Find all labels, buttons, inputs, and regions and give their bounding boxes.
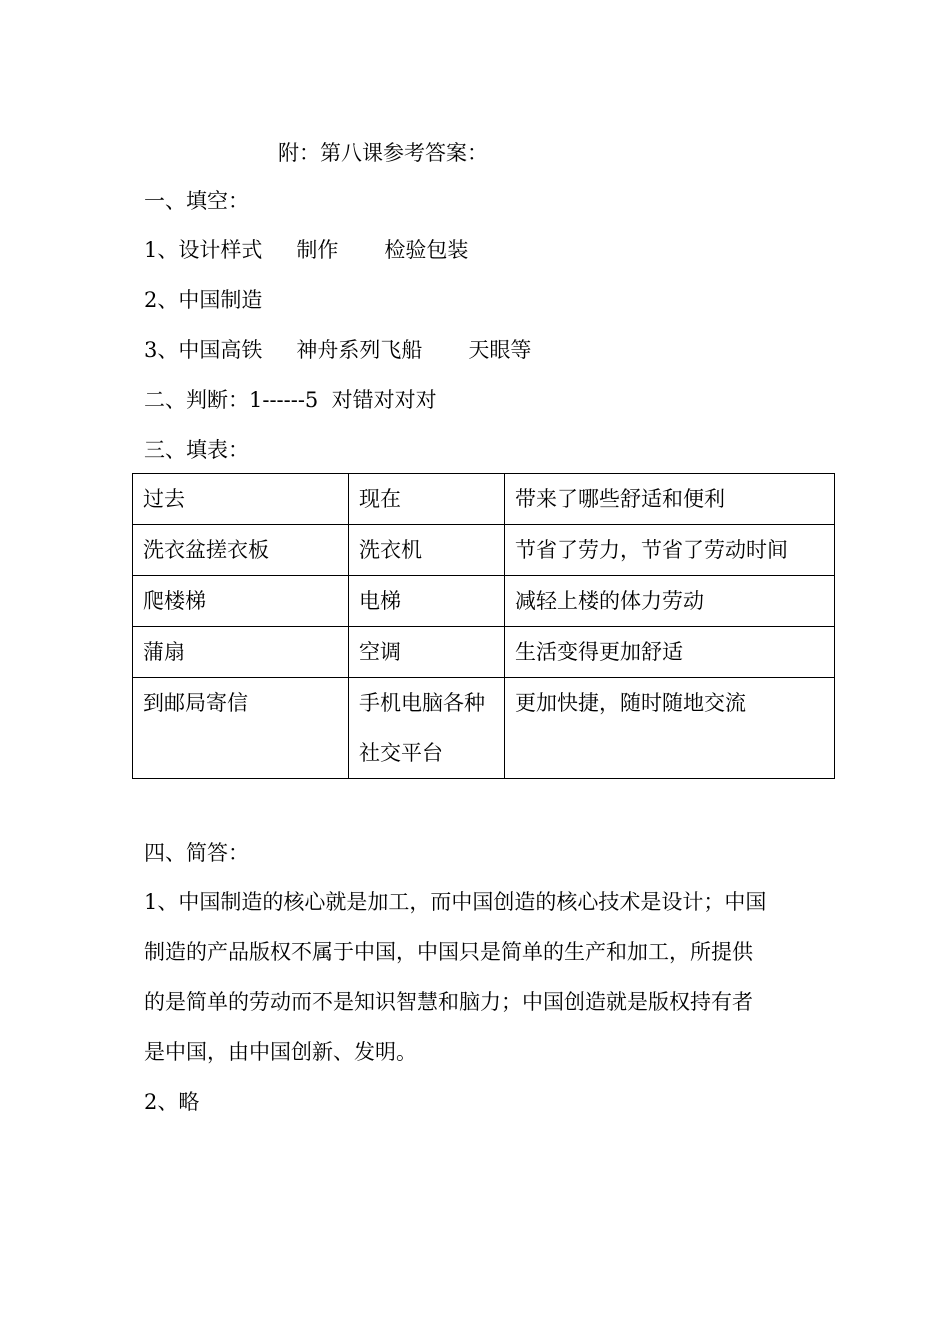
table-row: [133, 576, 835, 627]
table-row: [133, 525, 835, 576]
short-answer-2: 2、略: [144, 1090, 200, 1114]
table-cell: 生活变得更加舒适: [505, 627, 835, 678]
table-cell: 电梯: [349, 576, 505, 627]
table-cell: 蒲扇: [133, 627, 349, 678]
table-row: [133, 627, 835, 678]
table-cell: 减轻上楼的体力劳动: [505, 576, 835, 627]
table-header-row: [133, 474, 835, 525]
table-cell: 更加快捷，随时随地交流: [505, 678, 835, 779]
table-cell: 空调: [349, 627, 505, 678]
answer-part: 制作: [296, 238, 339, 262]
fill-blank-answer-1: [144, 235, 468, 265]
section-short-answer-heading: 四、简答：: [144, 841, 249, 865]
table-cell: 手机电脑各种社交平台: [349, 678, 505, 779]
answer-number: 2、: [144, 288, 179, 312]
table-header-cell: 带来了哪些舒适和便利: [505, 474, 835, 525]
fill-blank-answer-3: [144, 335, 531, 365]
page-title: 附：第八课参考答案：: [278, 141, 488, 165]
answer-part: 设计样式: [178, 238, 263, 262]
table-row: [133, 678, 835, 779]
table-cell: 节省了劳力，节省了劳动时间: [505, 525, 835, 576]
answer-part: 天眼等: [468, 338, 532, 362]
fill-blank-answer-2: [144, 285, 262, 315]
section-table-heading: 三、填表：: [144, 438, 249, 462]
table-cell: 洗衣盆搓衣板: [133, 525, 349, 576]
short-answer-1-line: 的是简单的劳动而不是知识智慧和脑力；中国创造就是版权持有者: [144, 990, 753, 1014]
short-answer-1-line: 制造的产品版权不属于中国，中国只是简单的生产和加工，所提供: [144, 940, 753, 964]
table-cell: 到邮局寄信: [133, 678, 349, 779]
answer-part: 神舟系列飞船: [296, 338, 423, 362]
table-header-cell: 过去: [133, 474, 349, 525]
answer-number: 3、: [144, 338, 179, 362]
true-false-answers: 二、判断：1------5 对错对对对: [144, 388, 437, 412]
table-cell: 洗衣机: [349, 525, 505, 576]
table-cell: 爬楼梯: [133, 576, 349, 627]
answer-part: 中国制造: [178, 288, 263, 312]
answer-part: 检验包装: [384, 238, 469, 262]
short-answer-1-line: 1、中国制造的核心就是加工，而中国创造的核心技术是设计；中国: [144, 890, 767, 914]
short-answer-1-line: 是中国，由中国创新、发明。: [144, 1040, 417, 1064]
answer-number: 1、: [144, 238, 179, 262]
answer-part: 中国高铁: [178, 338, 263, 362]
section-fill-blank-heading: 一、填空：: [144, 189, 249, 213]
comparison-table: [132, 473, 835, 779]
table-header-cell: 现在: [349, 474, 505, 525]
